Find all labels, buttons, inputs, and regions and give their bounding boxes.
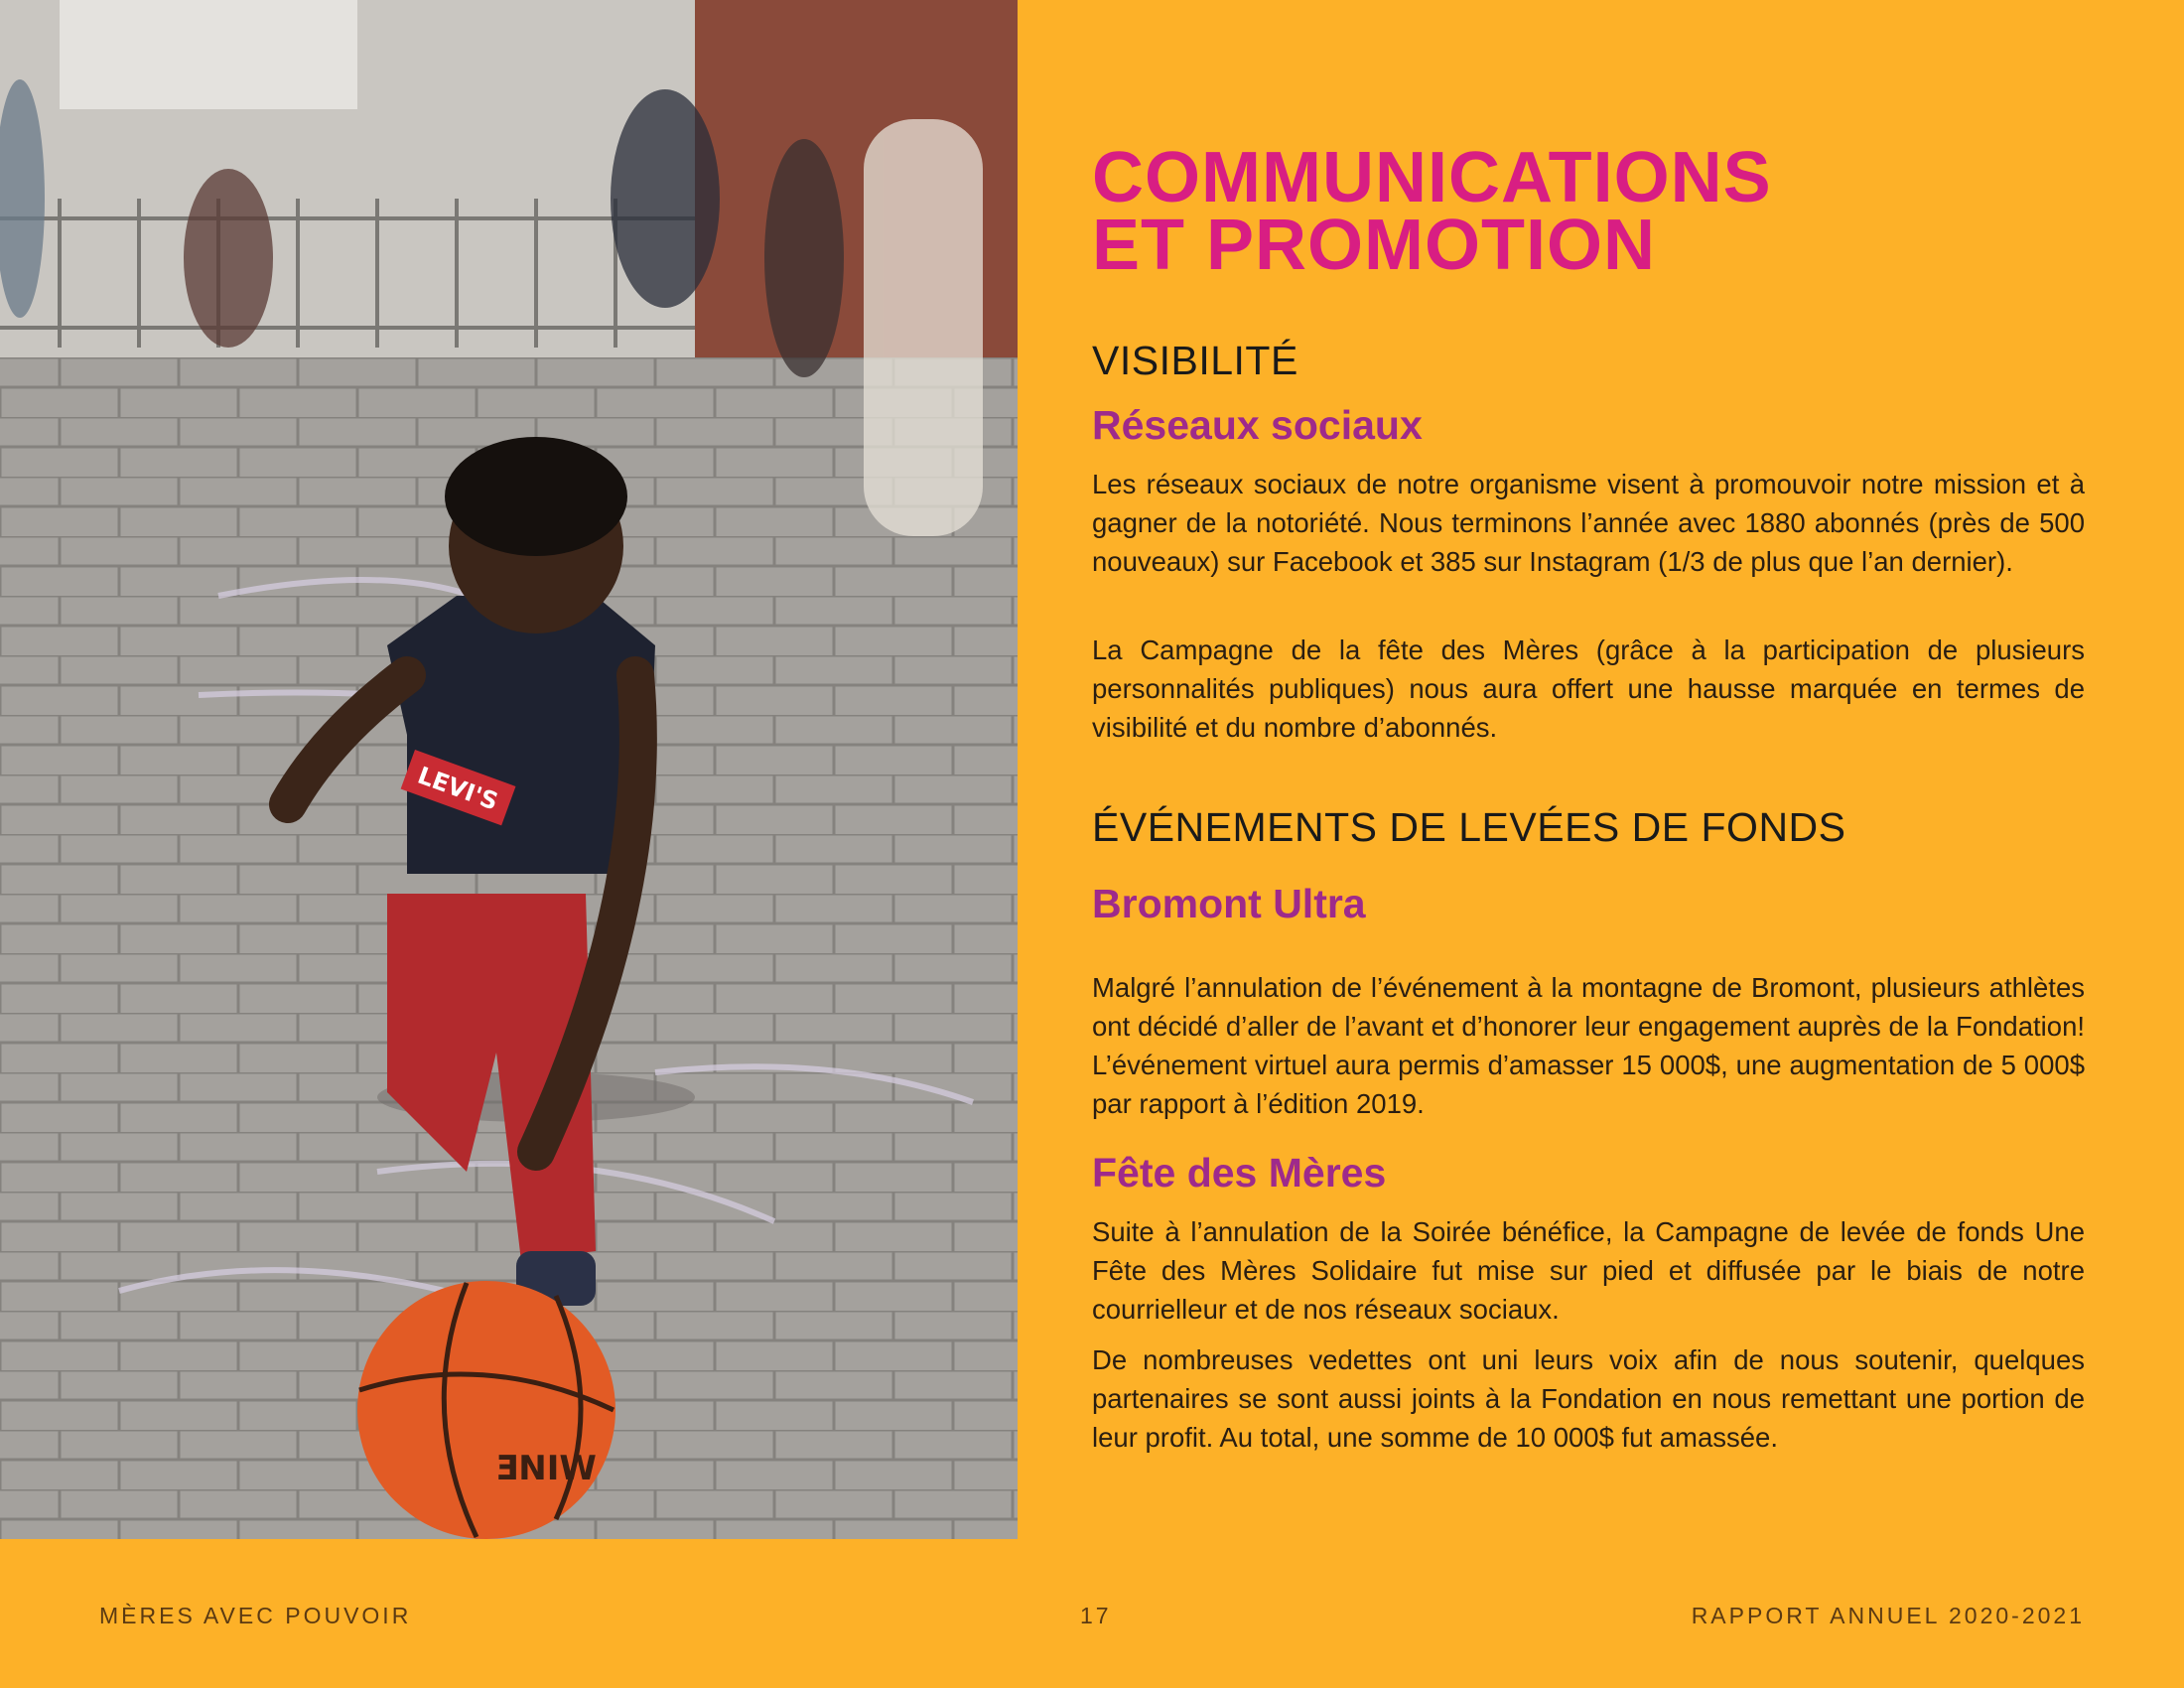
- paragraph-reseaux-2: La Campagne de la fête des Mères (grâce à la participation de plusieurs personnalités publiques) nous aura offert une hausse marquée en termes de visibilité et du nombre d’abonnés.: [1092, 634, 2085, 743]
- content-column: [1092, 138, 2085, 1453]
- subheading-bromont-ultra: Bromont Ultra: [1092, 881, 1366, 926]
- paragraph-reseaux-1: Les réseaux sociaux de notre organisme visent à promouvoir notre mission et à gagner de la notoriété. Nous terminons l’année avec 1880 abonnés (près de 500 nouveaux) sur Facebook et 385 sur Instagram (1/3 de plus que l’an dernier).: [1092, 469, 2085, 577]
- photo-illustration: [0, 0, 1018, 1539]
- title-line-1: COMMUNICATIONS: [1092, 138, 1772, 217]
- paragraph-fete-2: De nombreuses vedettes ont uni leurs voix afin de nous soutenir, quelques partenaires se sont aussi joints à la Fondation en nous remettant une portion de leur profit. Au total, une somme de 10 000$ fut amassée.: [1092, 1344, 2085, 1453]
- paragraph-fete-1: Suite à l’annulation de la Soirée bénéfice, la Campagne de levée de fonds Une Fête des Mères Solidaire fut mise sur pied et diffusée par le biais de notre courrielleur et de nos réseaux sociaux.: [1092, 1216, 2085, 1325]
- subheading-reseaux-sociaux: Réseaux sociaux: [1092, 402, 1423, 448]
- page-title: [1092, 138, 2085, 285]
- subheading-fete-des-meres: Fête des Mères: [1092, 1150, 1387, 1196]
- section-heading-evenements: ÉVÉNEMENTS DE LEVÉES DE FONDS: [1092, 804, 1846, 850]
- section-heading-visibilite: VISIBILITÉ: [1092, 338, 1298, 383]
- cover-photo: [0, 0, 1018, 1539]
- footer-left: MÈRES AVEC POUVOIR: [99, 1603, 412, 1628]
- title-line-2: ET PROMOTION: [1092, 206, 1656, 285]
- ball-logo-text: ƎNIW: [495, 1449, 597, 1488]
- footer-right: RAPPORT ANNUEL 2020-2021: [1691, 1603, 2085, 1628]
- paragraph-bromont: Malgré l’annulation de l’événement à la montagne de Bromont, plusieurs athlètes ont décidé d’aller de l’avant et d’honorer leur engagement auprès de la Fondation! L’événement virtuel aura permis d’amasser 15 000$, une augmentation de 5 000$ par rapport à l’édition 2019.: [1092, 972, 2085, 1119]
- footer-page-number: 17: [1080, 1603, 1112, 1628]
- shirt-logo-text: LEVI'S: [414, 761, 502, 816]
